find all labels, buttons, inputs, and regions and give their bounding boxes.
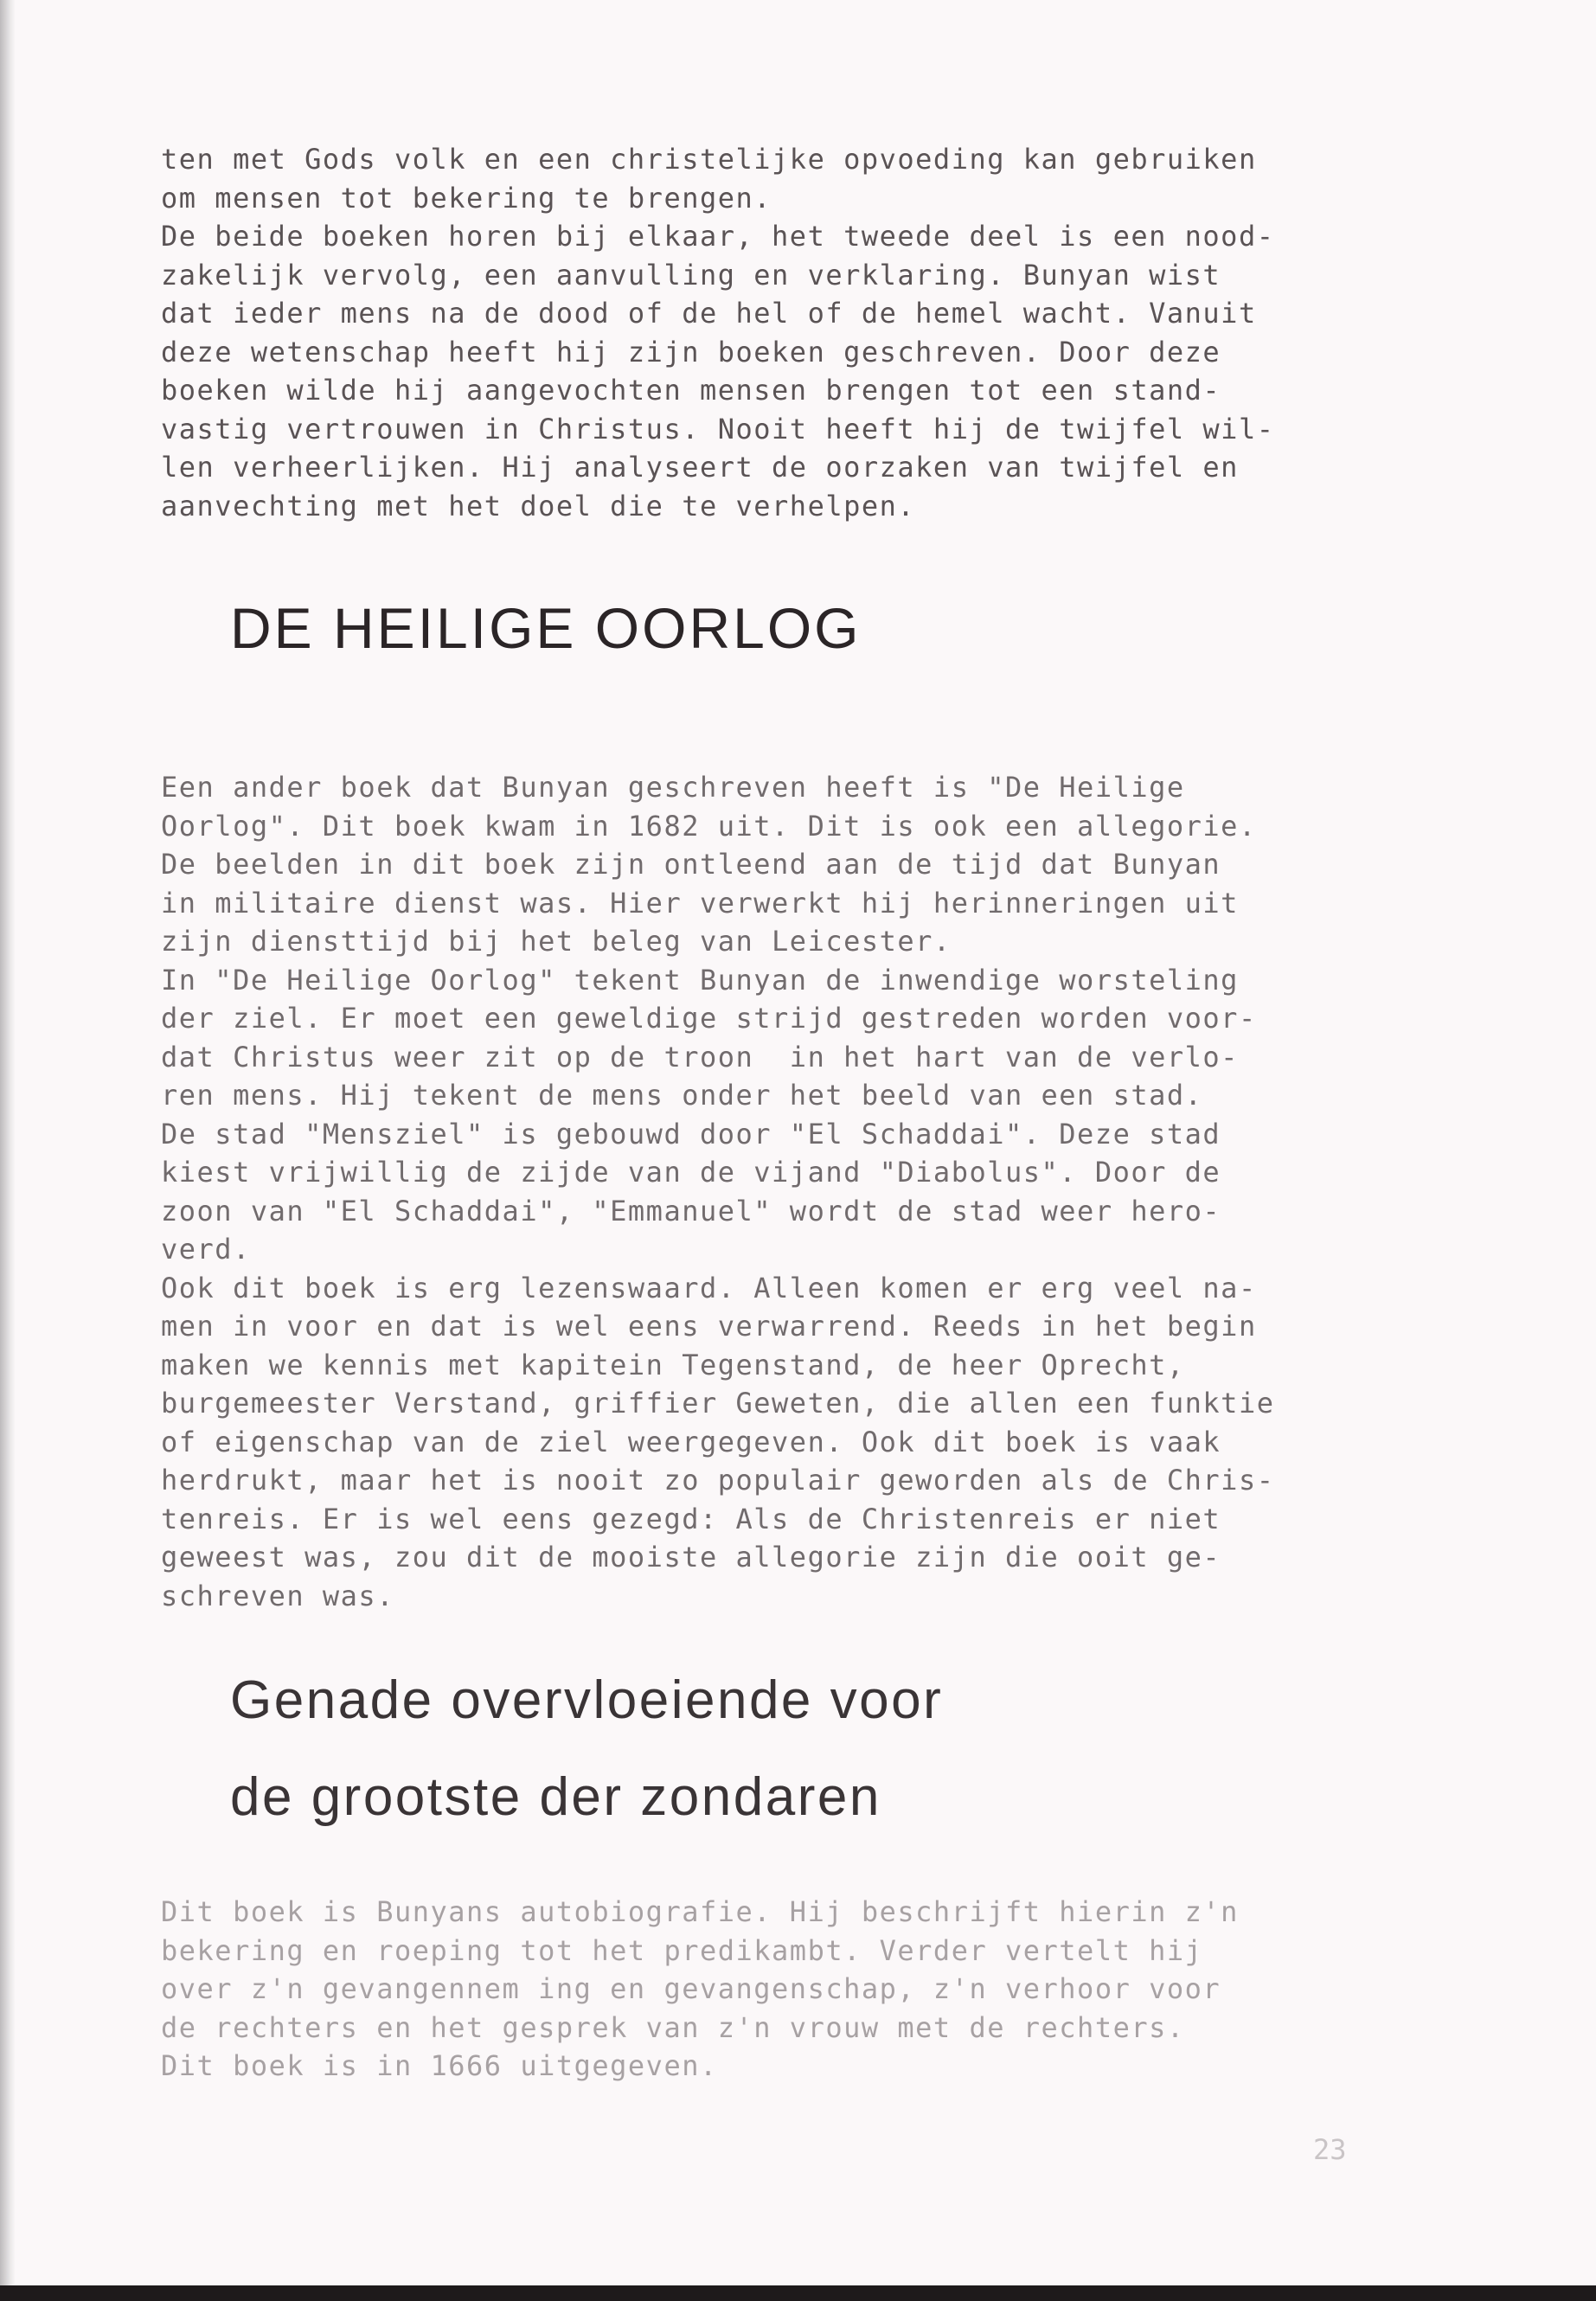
text-line: Dit boek is Bunyans autobiografie. Hij beschrijft hierin z'n: [161, 1895, 1239, 1928]
text-line: om mensen tot bekering te brengen.: [161, 181, 772, 215]
text-line: tenreis. Er is wel eens gezegd: Als de Christenreis er niet: [161, 1502, 1221, 1535]
heading-de-heilige-oorlog: DE HEILIGE OORLOG: [230, 596, 862, 660]
text-line: De beelden in dit boek zijn ontleend aan de tijd dat Bunyan: [161, 848, 1221, 881]
text-line: Oorlog". Dit boek kwam in 1682 uit. Dit is ook een allegorie.: [161, 809, 1257, 843]
page-bottom-edge: [0, 2285, 1596, 2301]
heading-genade-overvloeiende: [230, 1652, 943, 1846]
text-line: zakelijk vervolg, een aanvulling en verklaring. Bunyan wist: [161, 258, 1221, 292]
text-line: in militaire dienst was. Hier verwerkt hij herinneringen uit: [161, 886, 1239, 920]
text-line: kiest vrijwillig de zijde van de vijand "Diabolus". Door de: [161, 1156, 1221, 1189]
text-line: ren mens. Hij tekent de mens onder het beeld van een stad.: [161, 1079, 1203, 1112]
text-line: De stad "Mensziel" is gebouwd door "El Schaddai". Deze stad: [161, 1117, 1221, 1150]
text-line: Dit boek is in 1666 uitgegeven.: [161, 2049, 718, 2082]
page-number: 23: [1313, 2133, 1347, 2166]
text-line: dat ieder mens na de dood of de hel of de hemel wacht. Vanuit: [161, 297, 1257, 330]
text-line: verd.: [161, 1233, 251, 1266]
text-line: geweest was, zou dit de mooiste allegorie zijn die ooit ge-: [161, 1541, 1221, 1574]
text-line: bekering en roeping tot het predikambt. Verder vertelt hij: [161, 1933, 1203, 1967]
heading-genade-line-1: Genade overvloeiende voor: [230, 1670, 944, 1730]
heading-genade-line-2: de grootste der zondaren: [230, 1767, 881, 1827]
text-line: De beide boeken horen bij elkaar, het tweede deel is een nood-: [161, 220, 1275, 253]
paragraph-intro-continued: [161, 140, 1389, 525]
paragraph-heilige-oorlog: [161, 768, 1389, 1615]
text-line: herdrukt, maar het is nooit zo populair geworden als de Chris-: [161, 1464, 1275, 1497]
text-line: In "De Heilige Oorlog" tekent Bunyan de inwendige worsteling: [161, 963, 1239, 997]
text-line: vastig vertrouwen in Christus. Nooit heeft hij de twijfel wil-: [161, 412, 1275, 445]
text-line: ten met Gods volk en een christelijke opvoeding kan gebruiken: [161, 143, 1257, 176]
text-line: burgemeester Verstand, griffier Geweten, die allen een funktie: [161, 1387, 1275, 1420]
text-line: boeken wilde hij aangevochten mensen brengen tot een stand-: [161, 374, 1221, 407]
text-line: of eigenschap van de ziel weergegeven. Ook dit boek is vaak: [161, 1425, 1221, 1458]
page-binding-shadow: [0, 0, 16, 2301]
text-line: Een ander boek dat Bunyan geschreven heeft is "De Heilige: [161, 771, 1185, 804]
text-line: zoon van "El Schaddai", "Emmanuel" wordt de stad weer hero-: [161, 1194, 1221, 1227]
text-line: len verheerlijken. Hij analyseert de oorzaken van twijfel en: [161, 451, 1239, 484]
paragraph-genade: [161, 1893, 1389, 2086]
text-line: zijn diensttijd bij het beleg van Leicester.: [161, 925, 952, 958]
text-line: deze wetenschap heeft hij zijn boeken geschreven. Door deze: [161, 335, 1221, 369]
text-line: de rechters en het gesprek van z'n vrouw met de rechters.: [161, 2010, 1185, 2044]
text-line: men in voor en dat is wel eens verwarrend. Reeds in het begin: [161, 1310, 1257, 1343]
text-line: over z'n gevangennem ing en gevangenschap, z'n verhoor voor: [161, 1972, 1221, 2005]
text-line: Ook dit boek is erg lezenswaard. Alleen komen er erg veel na-: [161, 1271, 1257, 1304]
text-line: schreven was.: [161, 1579, 394, 1612]
text-line: aanvechting met het doel die te verhelpen.: [161, 489, 916, 522]
text-line: maken we kennis met kapitein Tegenstand, de heer Oprecht,: [161, 1348, 1185, 1381]
text-line: der ziel. Er moet een geweldige strijd gestreden worden voor-: [161, 1002, 1257, 1035]
text-line: dat Christus weer zit op de troon in het hart van de verlo-: [161, 1040, 1239, 1074]
